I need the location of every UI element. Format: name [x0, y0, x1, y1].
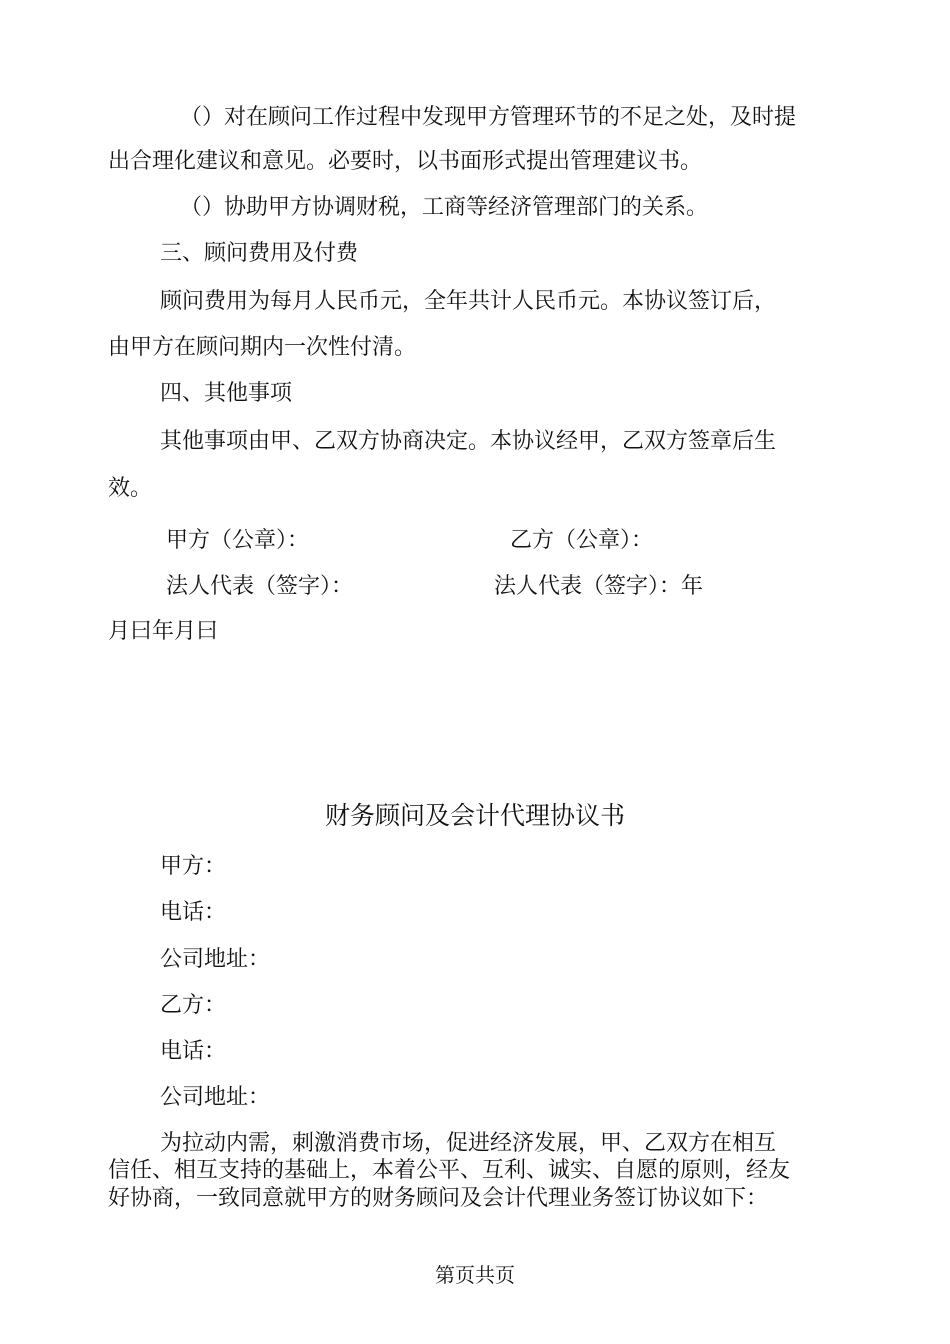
party-a-representative: 法人代表（签字）：: [166, 574, 354, 599]
party-b-label: 乙方：: [160, 993, 227, 1018]
party-b-seal: 乙方（公章）：: [510, 528, 654, 553]
party-a-phone: 电话：: [160, 900, 227, 925]
page-footer: 第页共页: [435, 1263, 515, 1287]
intro-line1: 为拉动内需，刺激消费市场，促进经济发展，甲、乙双方在相互: [160, 1131, 777, 1156]
agreement-title: 财务顾问及会计代理协议书: [324, 801, 625, 830]
intro-line2: 信任、相互支持的基础上，本着公平、互利、诚实、自愿的原则，经友: [108, 1158, 791, 1183]
party-a-seal: 甲方（公章）：: [166, 528, 310, 553]
party-a-address: 公司地址：: [160, 947, 271, 972]
fees-line2: 由甲方在顾问期内一次性付清。: [108, 335, 417, 360]
date-line: 月曰年月曰: [108, 619, 219, 644]
heading-fees: 三、顾问费用及付费: [160, 241, 359, 266]
party-a-label: 甲方：: [160, 854, 227, 879]
fees-line1: 顾问费用为每月人民币元，全年共计人民币元。本协议签订后，: [160, 289, 777, 314]
heading-other: 四、其他事项: [160, 381, 293, 406]
party-b-representative: 法人代表（签字）：年: [494, 574, 704, 599]
party-b-phone: 电话：: [160, 1039, 227, 1064]
coordinate-item: （）协助甲方协调财税，工商等经济管理部门的关系。: [180, 195, 709, 220]
other-line2: 效。: [108, 476, 153, 501]
suggest-item-line2: 出合理化建议和意见。必要时，以书面形式提出管理建议书。: [108, 149, 703, 174]
other-line1: 其他事项由甲、乙双方协商决定。本协议经甲，乙双方签章后生: [160, 429, 777, 454]
intro-line3: 好协商，一致同意就甲方的财务顾问及会计代理业务签订协议如下：: [108, 1186, 769, 1211]
suggest-item-line1: （）对在顾问工作过程中发现甲方管理环节的不足之处，及时提: [180, 105, 797, 130]
party-b-address: 公司地址：: [160, 1085, 271, 1110]
